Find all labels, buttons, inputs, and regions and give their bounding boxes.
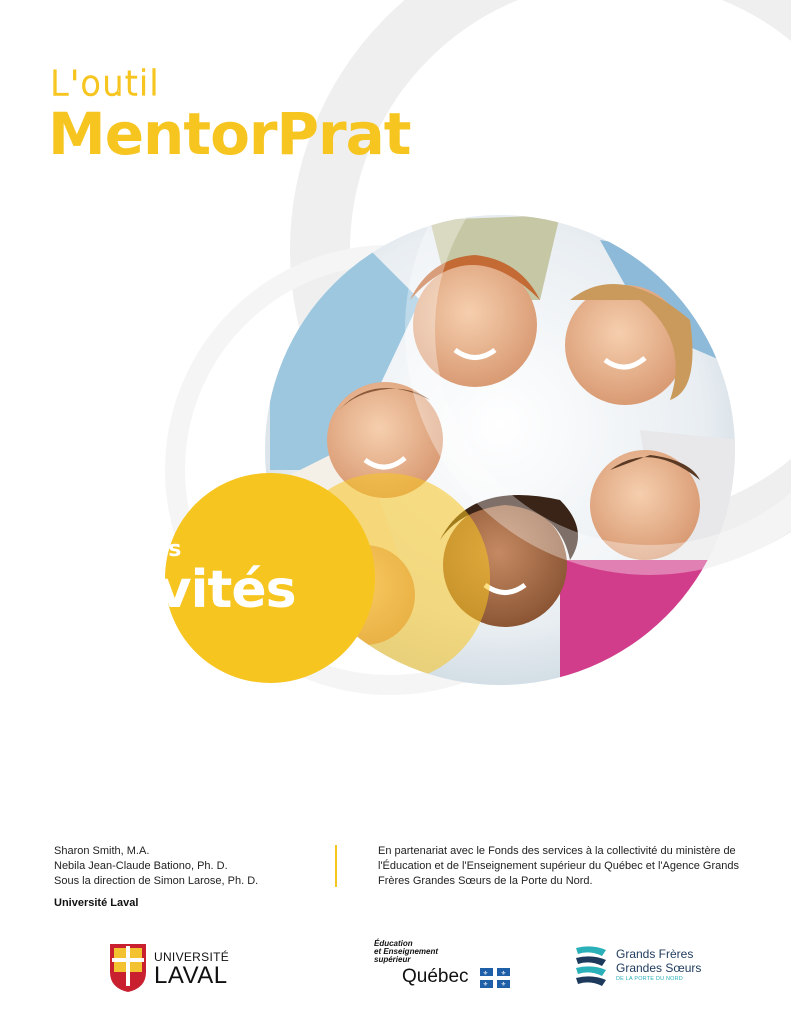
ggs-mark-icon — [572, 942, 612, 988]
institution: Université Laval — [54, 897, 139, 909]
author-line: Sous la direction de Simon Larose, Ph. D. — [54, 875, 259, 887]
svg-text:⚜: ⚜ — [482, 970, 489, 977]
quebec-ministry-name — [374, 940, 438, 964]
svg-text:⚜: ⚜ — [500, 970, 507, 977]
quebec-wordmark: Québec — [402, 966, 469, 987]
ggs-line3: DE LA PORTE DU NORD — [616, 976, 683, 982]
quebec-flag-icon — [480, 968, 510, 988]
author-line: Nebila Jean-Claude Bationo, Ph. D. — [54, 860, 228, 872]
svg-text:⚜: ⚜ — [482, 981, 489, 988]
divider — [335, 845, 337, 887]
partnership-text: En partenariat avec le Fonds des services à la collectivité du ministère de l'Éducation et de l'Enseignement supérieur du Québec et l'Agence Grands Frères Grandes Sœurs de la Porte du Nord. — [378, 845, 739, 887]
subtitle-big: Activités — [48, 560, 296, 620]
ggs-line1: Grands Frères — [616, 947, 694, 961]
grands-freres-logo — [572, 940, 722, 990]
laval-line1: UNIVERSITÉ — [154, 950, 230, 964]
universite-laval-logo — [108, 942, 248, 994]
quebec-line2: et Enseignement — [374, 947, 439, 956]
quebec-ministry-logo — [374, 940, 524, 990]
quebec-line1: Éducation — [374, 939, 413, 948]
title-prefix: L'outil — [50, 64, 160, 104]
author-line: Sharon Smith, M.A. — [54, 845, 150, 857]
laval-shield-icon — [108, 942, 148, 994]
subtitle-small: Cahier des — [50, 537, 182, 562]
quebec-line3: supérieur — [374, 955, 411, 964]
laval-line2: LAVAL — [154, 962, 228, 989]
ggs-line2: Grandes Sœurs — [616, 961, 702, 975]
authors-block — [54, 844, 324, 889]
svg-text:⚜: ⚜ — [500, 981, 507, 988]
page-title: MentorPrat — [48, 100, 411, 168]
